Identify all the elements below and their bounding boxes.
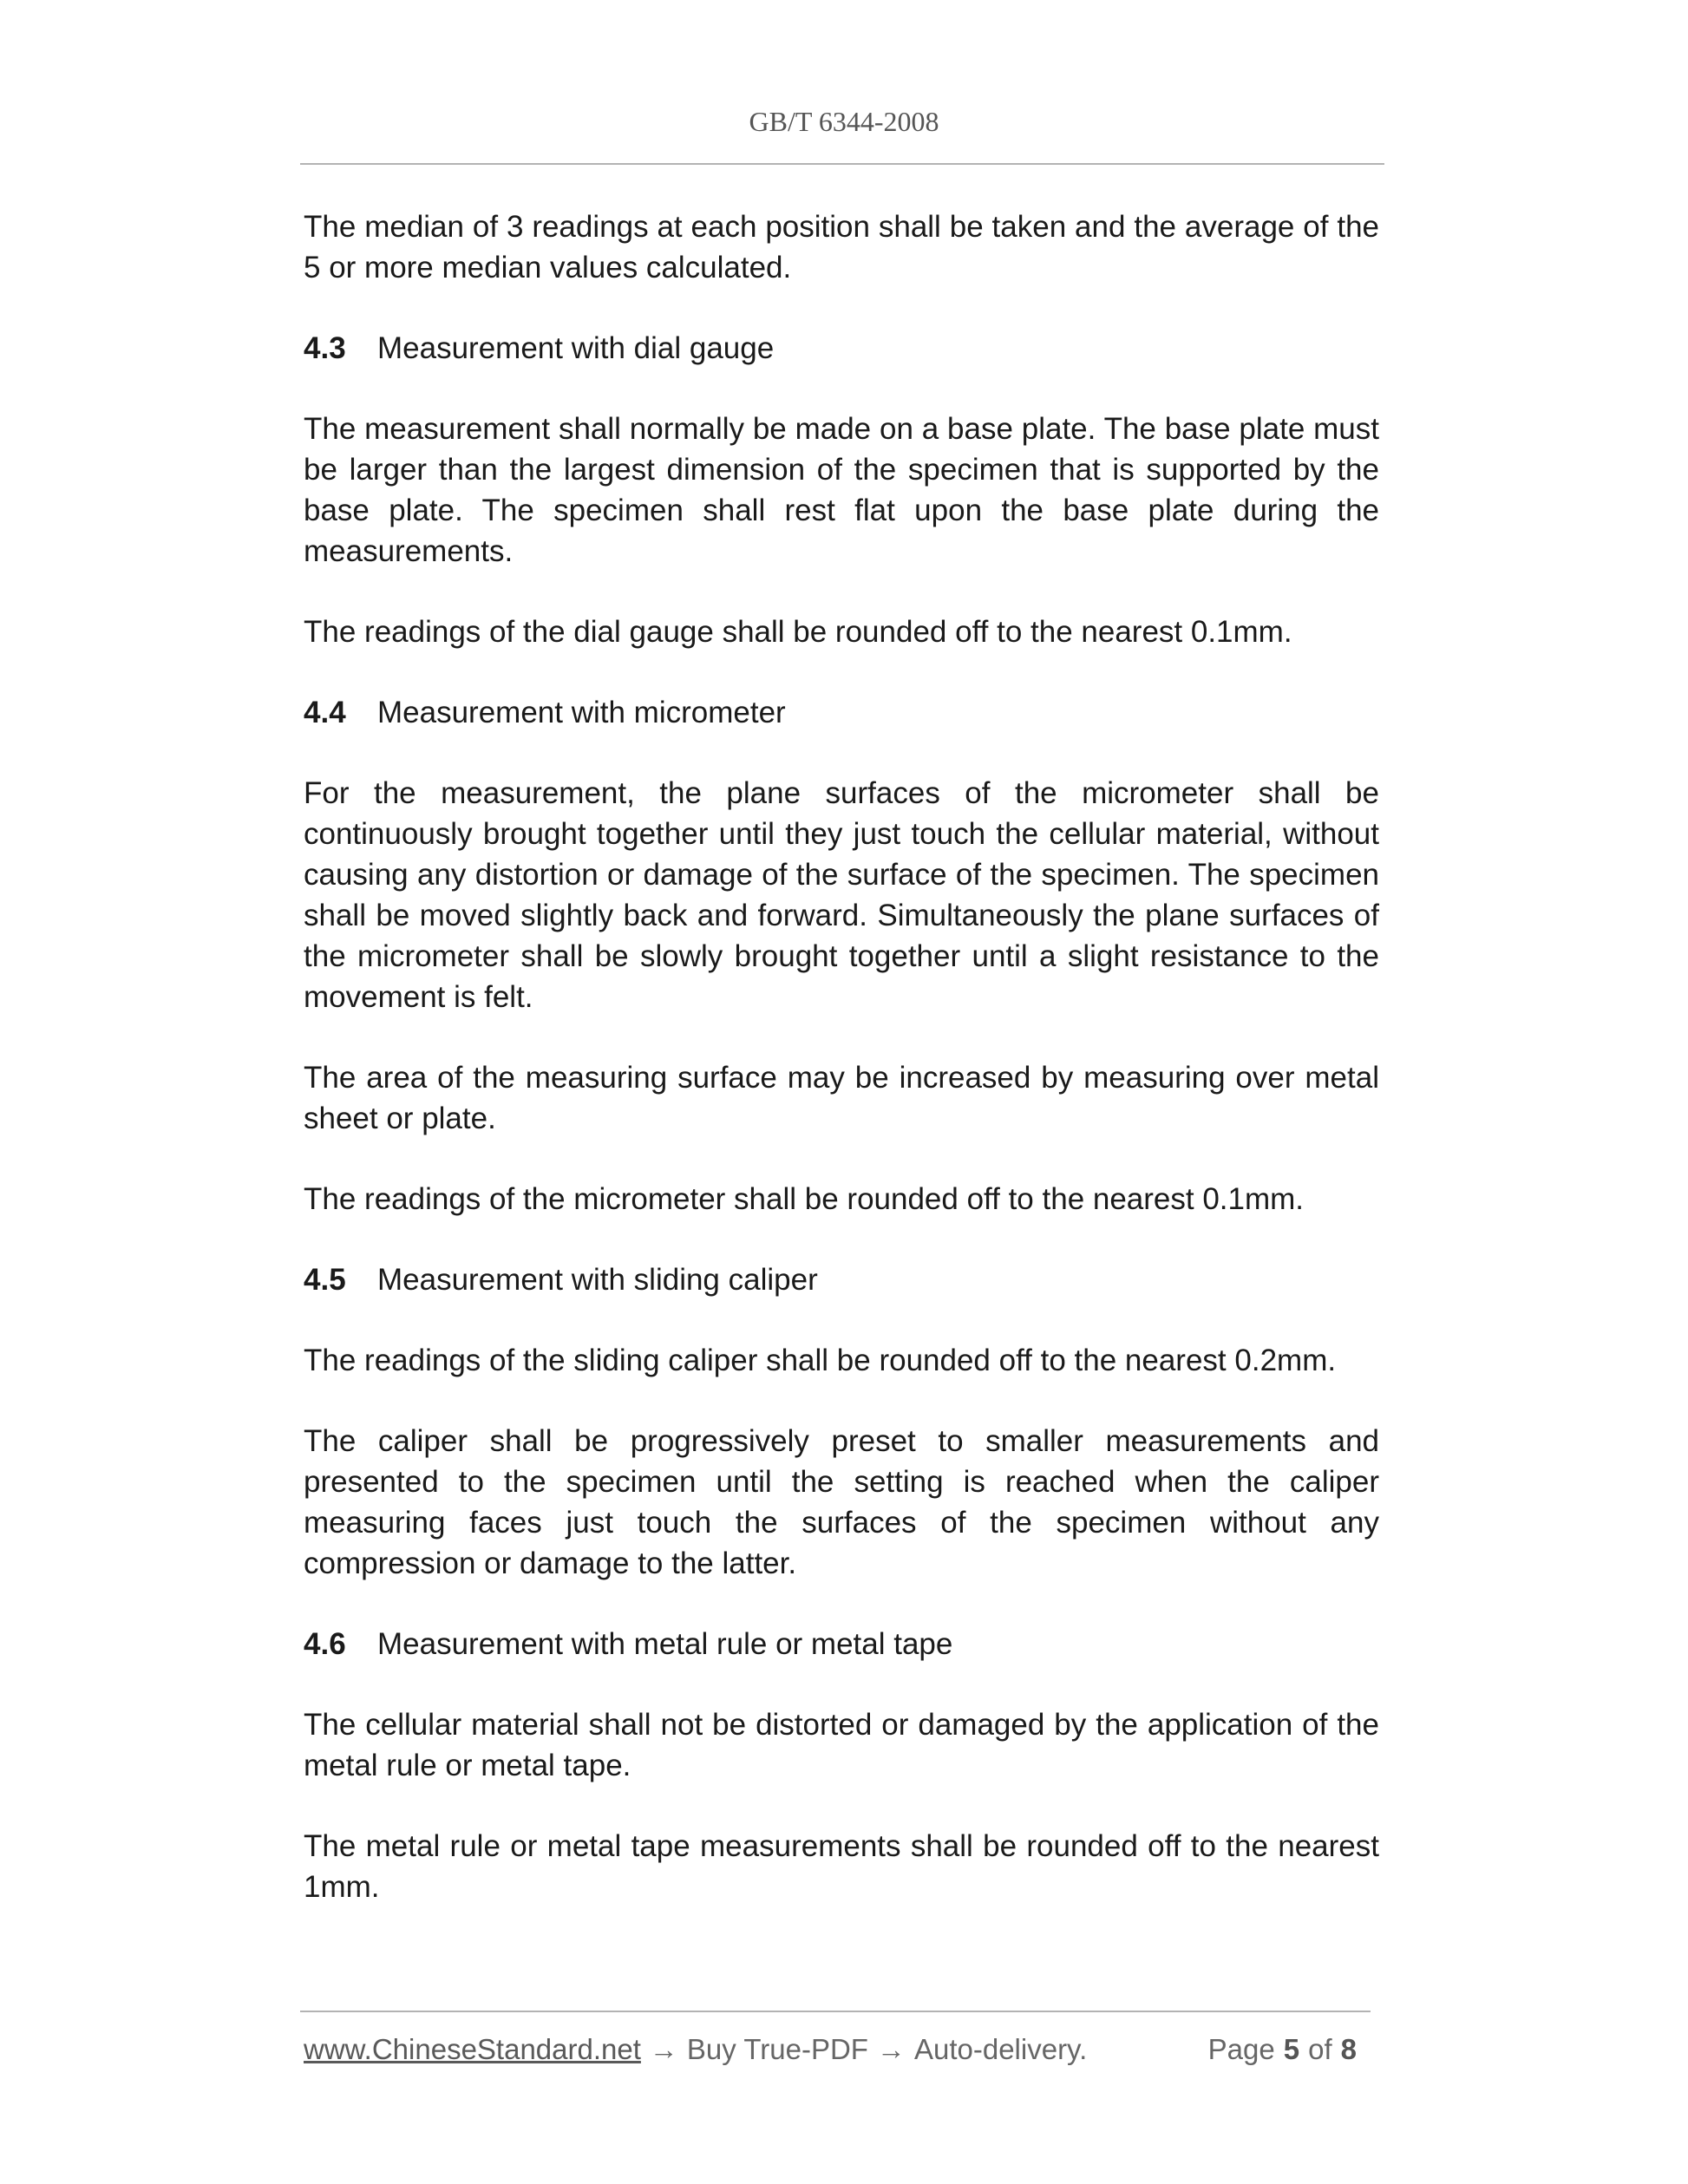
section-4-5-paragraph-1: The readings of the sliding caliper shall be rounded off to the nearest 0.2mm. <box>304 1344 1337 1377</box>
page-footer <box>304 2033 1371 2066</box>
section-4-3-heading <box>304 328 1379 369</box>
section-title: Measurement with micrometer <box>377 696 786 729</box>
arrow-right-icon: → <box>876 2033 906 2065</box>
header-divider <box>300 163 1384 165</box>
section-4-3-paragraph-2: The readings of the dial gauge shall be rounded off to the nearest 0.1mm. <box>304 615 1292 649</box>
footer-divider <box>300 2011 1371 2012</box>
section-title: Measurement with sliding caliper <box>377 1263 818 1297</box>
section-4-6-paragraph-1: The cellular material shall not be distorted or damaged by the application of the metal rule or metal tape. <box>304 1708 1379 1782</box>
section-4-4-heading <box>304 692 1379 733</box>
section-4-6-paragraph-2: The metal rule or metal tape measurements shall be rounded off to the nearest 1mm. <box>304 1829 1379 1904</box>
buy-pdf-text: Buy True-PDF <box>686 2033 868 2065</box>
of-label: of <box>1308 2033 1332 2065</box>
current-page: 5 <box>1283 2033 1300 2065</box>
section-4-4-paragraph-2: The area of the measuring surface may be increased by measuring over metal sheet or plate. <box>304 1061 1379 1135</box>
document-header: GB/T 6344-2008 <box>749 106 939 137</box>
section-4-5-heading <box>304 1259 1379 1300</box>
section-number: 4.5 <box>304 1263 346 1297</box>
page-content <box>304 206 1379 1947</box>
arrow-right-icon: → <box>649 2033 678 2065</box>
page-label: Page <box>1207 2033 1275 2065</box>
section-4-4-paragraph-3: The readings of the micrometer shall be rounded off to the nearest 0.1mm. <box>304 1182 1305 1216</box>
page-number <box>1208 2033 1365 2066</box>
section-number: 4.6 <box>304 1627 346 1661</box>
intro-paragraph: The median of 3 readings at each position shall be taken and the average of the 5 or more median values calculated. <box>304 210 1379 284</box>
section-4-6-heading <box>304 1624 1379 1664</box>
auto-delivery-text: Auto-delivery. <box>913 2033 1088 2065</box>
total-pages: 8 <box>1340 2033 1357 2065</box>
section-number: 4.4 <box>304 696 346 729</box>
section-title: Measurement with dial gauge <box>377 331 775 365</box>
website-link[interactable]: www.ChineseStandard.net <box>304 2033 641 2065</box>
section-number: 4.3 <box>304 331 346 365</box>
section-4-3-paragraph-1: The measurement shall normally be made on a base plate. The base plate must be larger than the largest dimension of the specimen that is supported by the base plate. The specimen shall rest flat upon the base plate during the measurements. <box>304 412 1379 568</box>
section-4-5-paragraph-2: The caliper shall be progressively preset to smaller measurements and presented to the specimen until the setting is reached when the caliper measuring faces just touch the surfaces of the specimen without any compression or damage to the latter. <box>304 1424 1379 1580</box>
section-4-4-paragraph-1: For the measurement, the plane surfaces of the micrometer shall be continuously brought together until they just touch the cellular material, without causing any distortion or damage of the surface of the specimen. The specimen shall be moved slightly back and forward. Simultaneously the plane surfaces of the micrometer shall be slowly brought together until a slight resistance to the movement is felt. <box>304 776 1379 1014</box>
section-title: Measurement with metal rule or metal tape <box>377 1627 953 1661</box>
